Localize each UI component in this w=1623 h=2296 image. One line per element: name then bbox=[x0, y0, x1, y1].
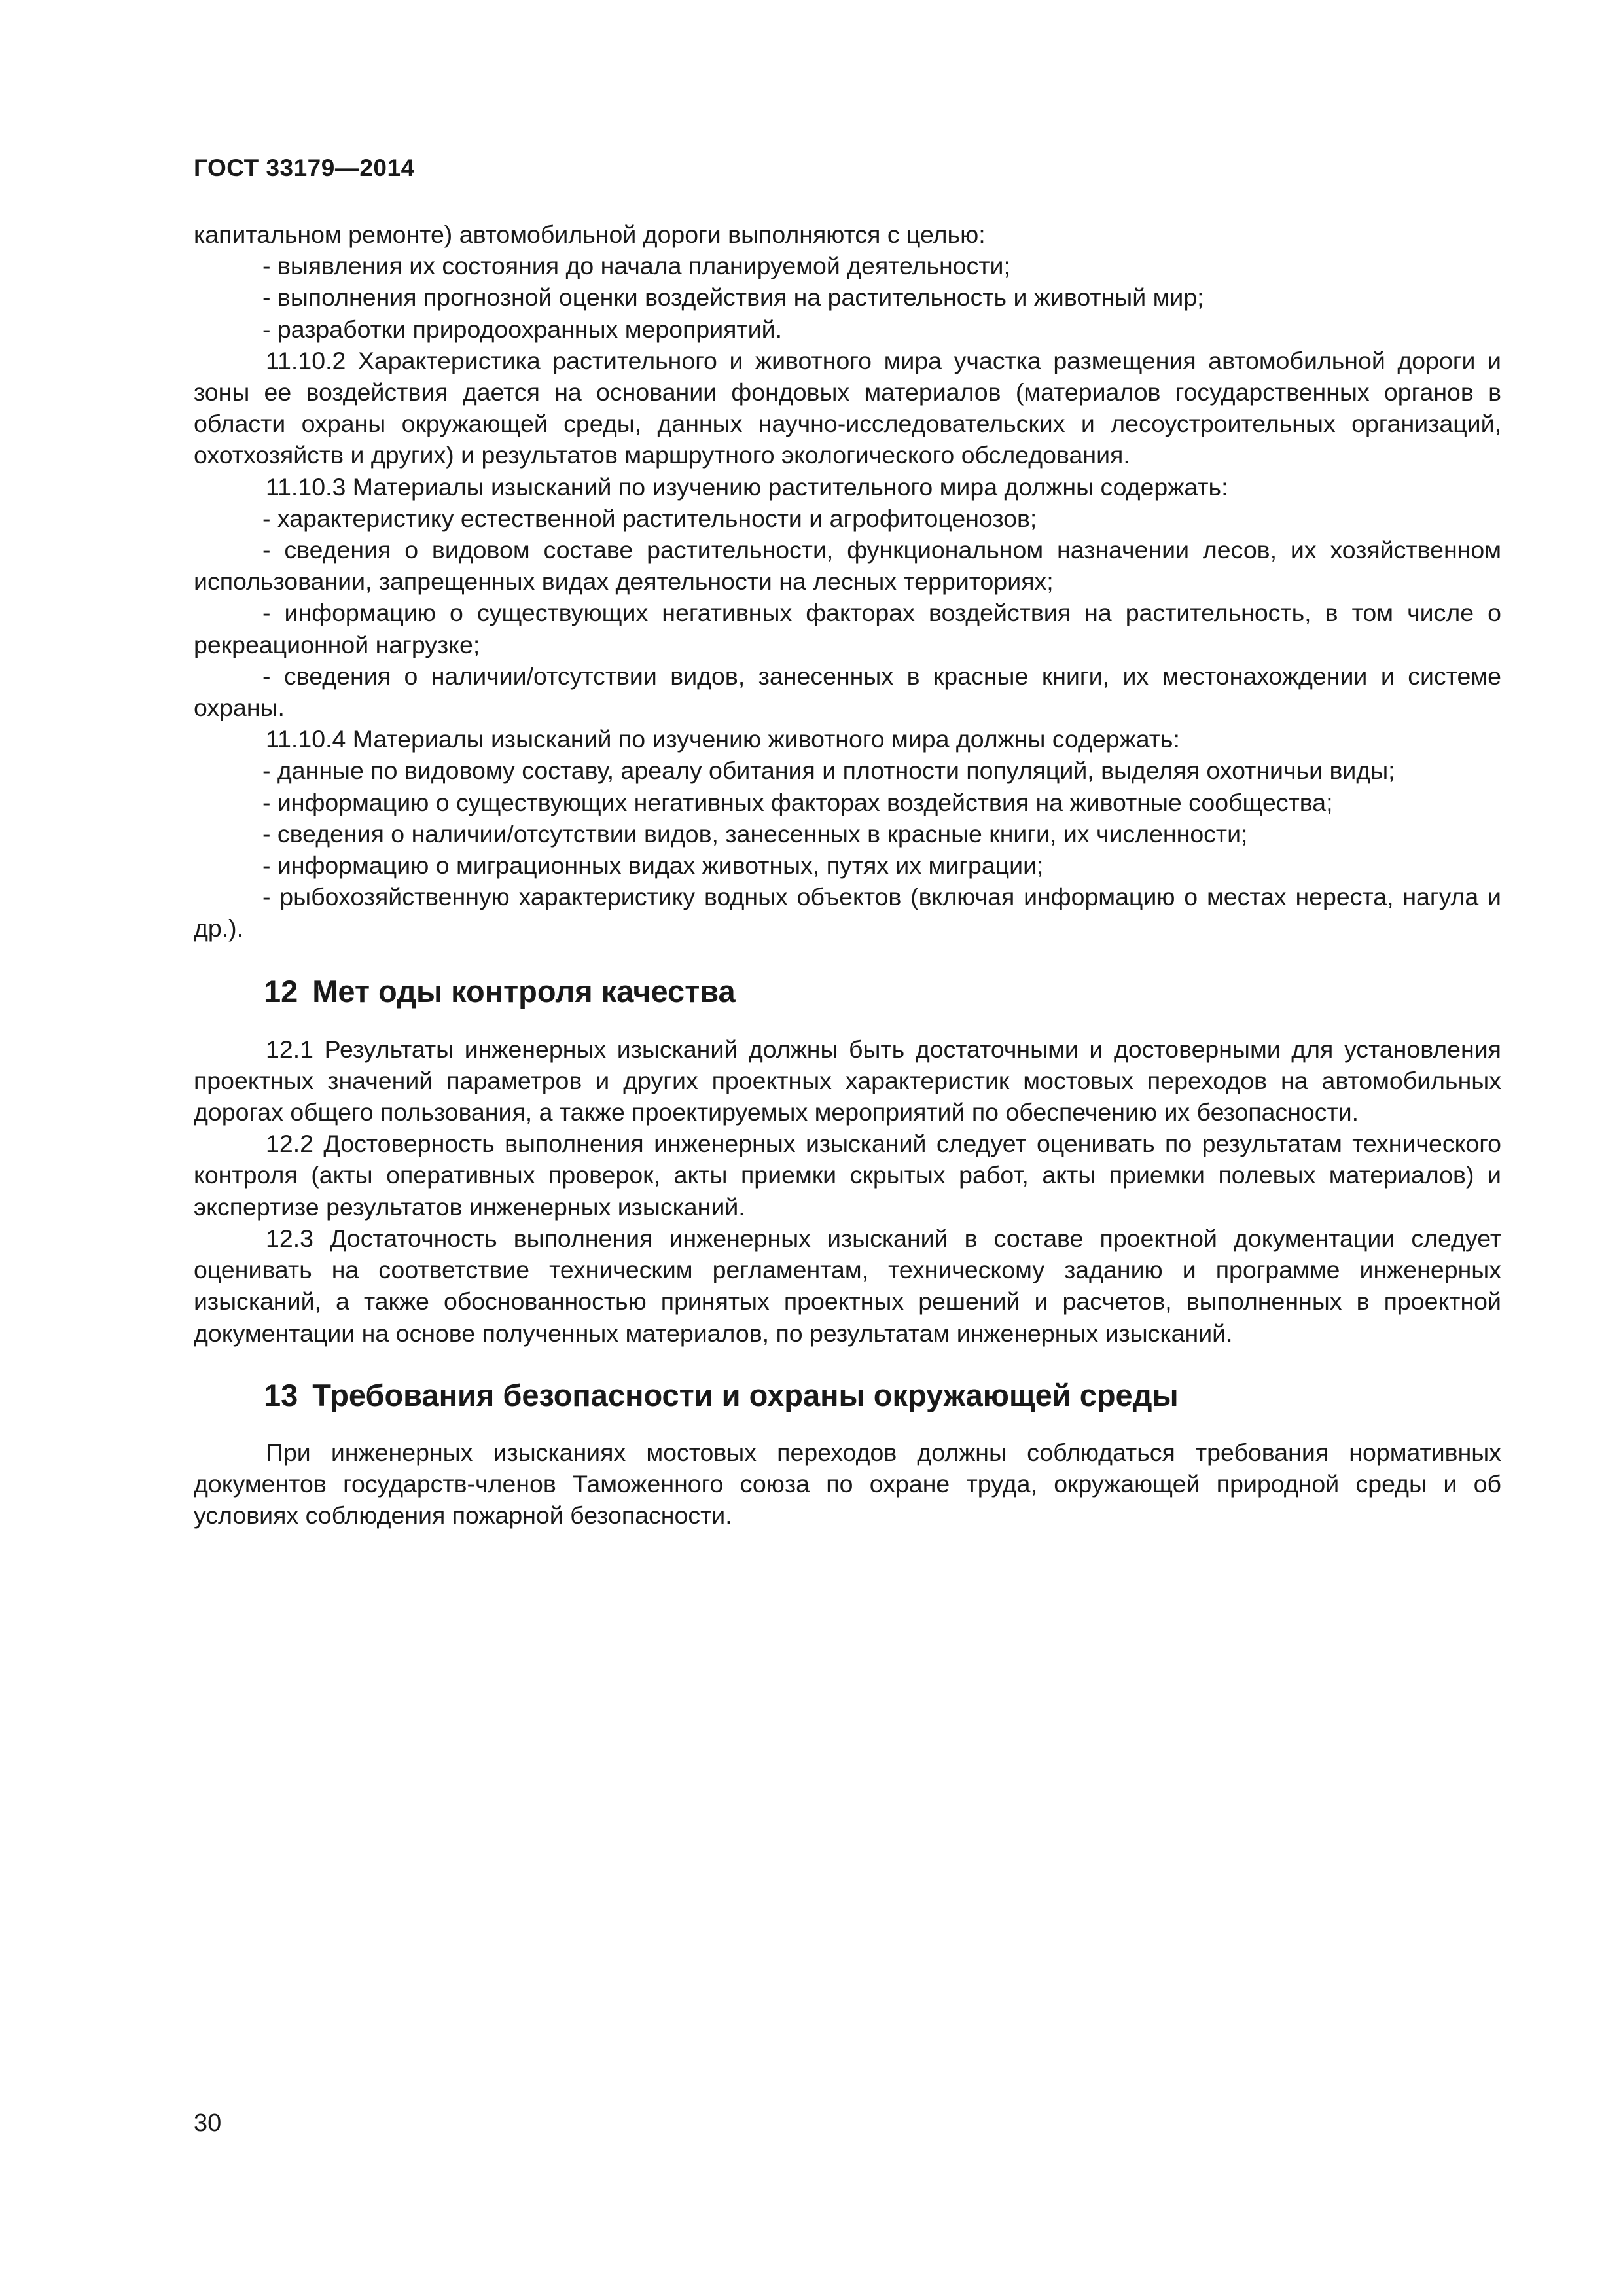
section-heading-12 bbox=[194, 973, 1501, 1011]
section-title: Требования безопасности и охраны окружающей среды bbox=[312, 1377, 1179, 1412]
bullet-item: - сведения о наличии/отсутствии видов, занесенных в красные книги, их местонахождении и системе охраны. bbox=[194, 662, 1501, 722]
bullet-item: - данные по видовому составу, ареалу обитания и плотности популяций, выделяя охотничьи виды; bbox=[262, 757, 1395, 785]
document-body bbox=[194, 219, 1501, 1531]
bullet-item: - выполнения прогнозной оценки воздействия на растительность и животный мир; bbox=[262, 283, 1204, 312]
paragraph-11-10-3: 11.10.3 Материалы изысканий по изучению растительного мира должны содержать: bbox=[266, 473, 1228, 501]
paragraph: капитальном ремонте) автомобильной дороги выполняются с целью: bbox=[194, 221, 986, 248]
paragraph-13-1: При инженерных изысканиях мостовых переходов должны соблюдаться требования нормативных документов государств-членов Таможенного союза по охране труда, окружающей природной среды и об условиях соблюдения пожарной безопасности. bbox=[194, 1438, 1501, 1530]
document-header: ГОСТ 33179—2014 bbox=[194, 154, 415, 181]
bullet-item: - сведения о видовом составе растительности, функциональном назначении лесов, их хозяйственном использовании, запрещенных видах деятельности на лесных территориях; bbox=[194, 536, 1501, 596]
page-number: 30 bbox=[194, 2109, 222, 2137]
section-number: 13 bbox=[264, 1377, 298, 1412]
bullet-item: - информацию о существующих негативных факторах воздействия на животные сообщества; bbox=[262, 788, 1333, 816]
paragraph-11-10-2: 11.10.2 Характеристика растительного и животного мира участка размещения автомобильной дороги и зоны ее воздействия дается на основании фондовых материалов (материалов государственных органов в области охраны окружающей среды, данных научно-исследовательских и лесоустроительных организаций, охотхозяйств и других) и результатов маршрутного экологического обследования. bbox=[194, 346, 1501, 469]
section-title: Мет оды контроля качества bbox=[312, 973, 736, 1009]
bullet-item: - информацию о миграционных видах животных, путях их миграции; bbox=[262, 852, 1044, 880]
bullet-item: - информацию о существующих негативных факторах воздействия на растительность, в том числе о рекреационной нагрузке; bbox=[194, 599, 1501, 658]
section-number: 12 bbox=[264, 973, 298, 1009]
bullet-item: - разработки природоохранных мероприятий. bbox=[262, 315, 782, 343]
bullet-item: - характеристику естественной растительности и агрофитоценозов; bbox=[262, 504, 1037, 532]
bullet-item: - выявления их состояния до начала планируемой деятельности; bbox=[262, 252, 1010, 280]
section-heading-13 bbox=[194, 1376, 1501, 1414]
paragraph-11-10-4: 11.10.4 Материалы изысканий по изучению животного мира должны содержать: bbox=[266, 725, 1180, 753]
paragraph-12-1: 12.1 Результаты инженерных изысканий должны быть достаточными и достоверными для установления проектных значений параметров и других проектных характеристик мостовых переходов на автомобильных дорогах общего пользования, а также проектируемых мероприятий по обеспечению их безопасности. bbox=[194, 1035, 1501, 1126]
paragraph-12-2: 12.2 Достоверность выполнения инженерных изысканий следует оценивать по результатам технического контроля (акты оперативных проверок, акты приемки скрытых работ, акты приемки полевых материалов) и экспертизе результатов инженерных изысканий. bbox=[194, 1130, 1501, 1221]
bullet-item: - рыбохозяйственную характеристику водных объектов (включая информацию о местах нереста, нагула и др.). bbox=[194, 883, 1501, 942]
paragraph-12-3: 12.3 Достаточность выполнения инженерных изысканий в составе проектной документации следует оценивать на соответствие техническим регламентам, техническому заданию и программе инженерных изысканий, а также обоснованностью принятых проектных решений и расчетов, выполненных в проектной документации на основе полученных материалов, по результатам инженерных изысканий. bbox=[194, 1224, 1501, 1347]
bullet-item: - сведения о наличии/отсутствии видов, занесенных в красные книги, их численности; bbox=[262, 819, 1248, 848]
